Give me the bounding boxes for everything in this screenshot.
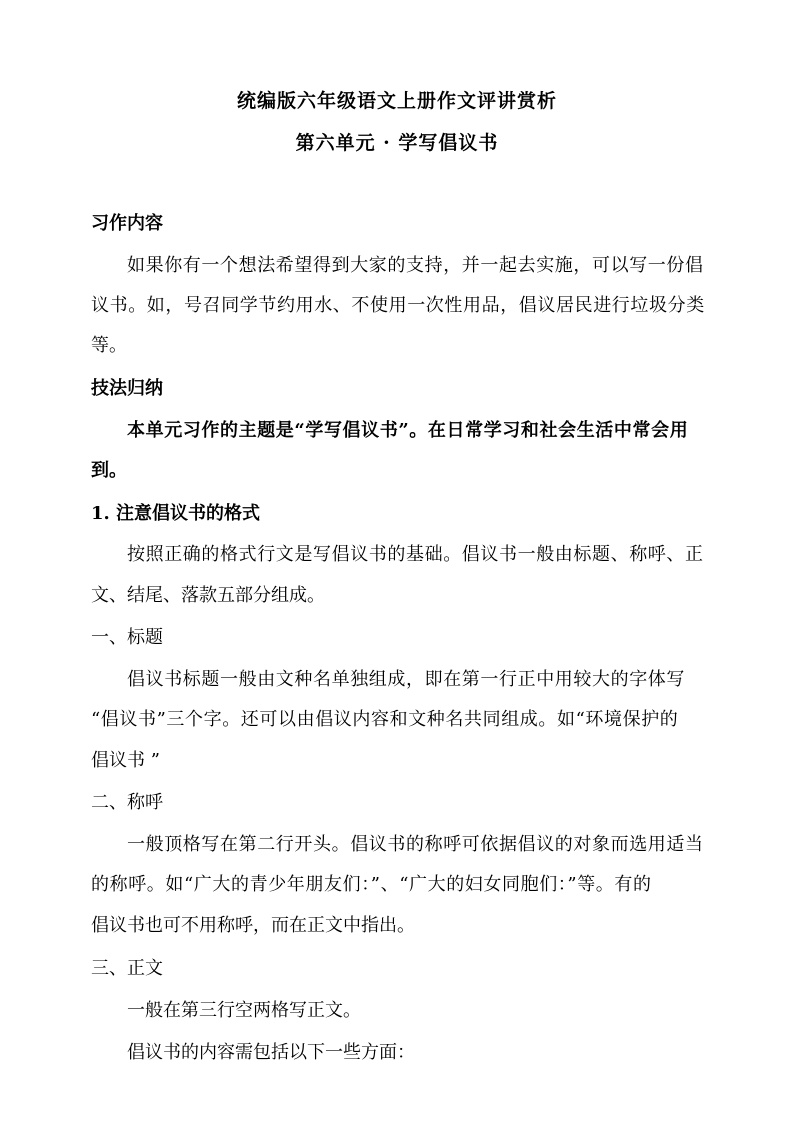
paragraph-line: “倡议书”三个字。还可以由倡议内容和文种名共同组成。如“环境保护的 [91,709,679,730]
paragraph-line: 文、结尾、落款五部分组成。 [91,585,325,606]
subheading-format: 1. 注意倡议书的格式 [91,503,261,524]
document-subtitle: 第六单元 · 学写倡议书 [295,132,499,154]
paragraph-line: 到。 [91,460,127,481]
subheading-body: 三、正文 [91,958,163,979]
paragraph-line: 倡议书的内容需包括以下一些方面： [127,1042,415,1063]
paragraph-line: 倡议书 ” [91,750,160,771]
section-heading-technique: 技法归纳 [91,378,163,399]
paragraph-line: 议书。如，号召同学节约用水、不使用一次性用品，倡议居民进行垃圾分类 [91,295,705,316]
subheading-salutation: 二、称呼 [91,792,163,813]
paragraph-line: 按照正确的格式行文是写倡议书的基础。倡议书一般由标题、称呼、正 [127,544,704,565]
paragraph-line: 一般在第三行空两格写正文。 [127,1000,361,1021]
paragraph-line: 的称呼。如“广大的青少年朋友们：”、“广大的妇女同胞们：”等。有的 [91,874,652,895]
paragraph-line: 本单元习作的主题是“学写倡议书”。在日常学习和社会生活中常会用 [127,420,689,441]
paragraph-line: 倡议书也可不用称呼，而在正文中指出。 [91,915,415,936]
paragraph-line: 倡议书标题一般由文种名单独组成，即在第一行正中用较大的字体写 [127,669,685,690]
document-title: 统编版六年级语文上册作文评讲赏析 [236,90,557,112]
paragraph-line: 等。 [91,335,127,356]
section-heading-content: 习作内容 [91,213,163,234]
paragraph-line: 一般顶格写在第二行开头。倡议书的称呼可依据倡议的对象而选用适当 [127,834,704,855]
subheading-title: 一、标题 [91,627,163,648]
paragraph-line: 如果你有一个想法希望得到大家的支持，并一起去实施，可以写一份倡 [127,255,704,276]
